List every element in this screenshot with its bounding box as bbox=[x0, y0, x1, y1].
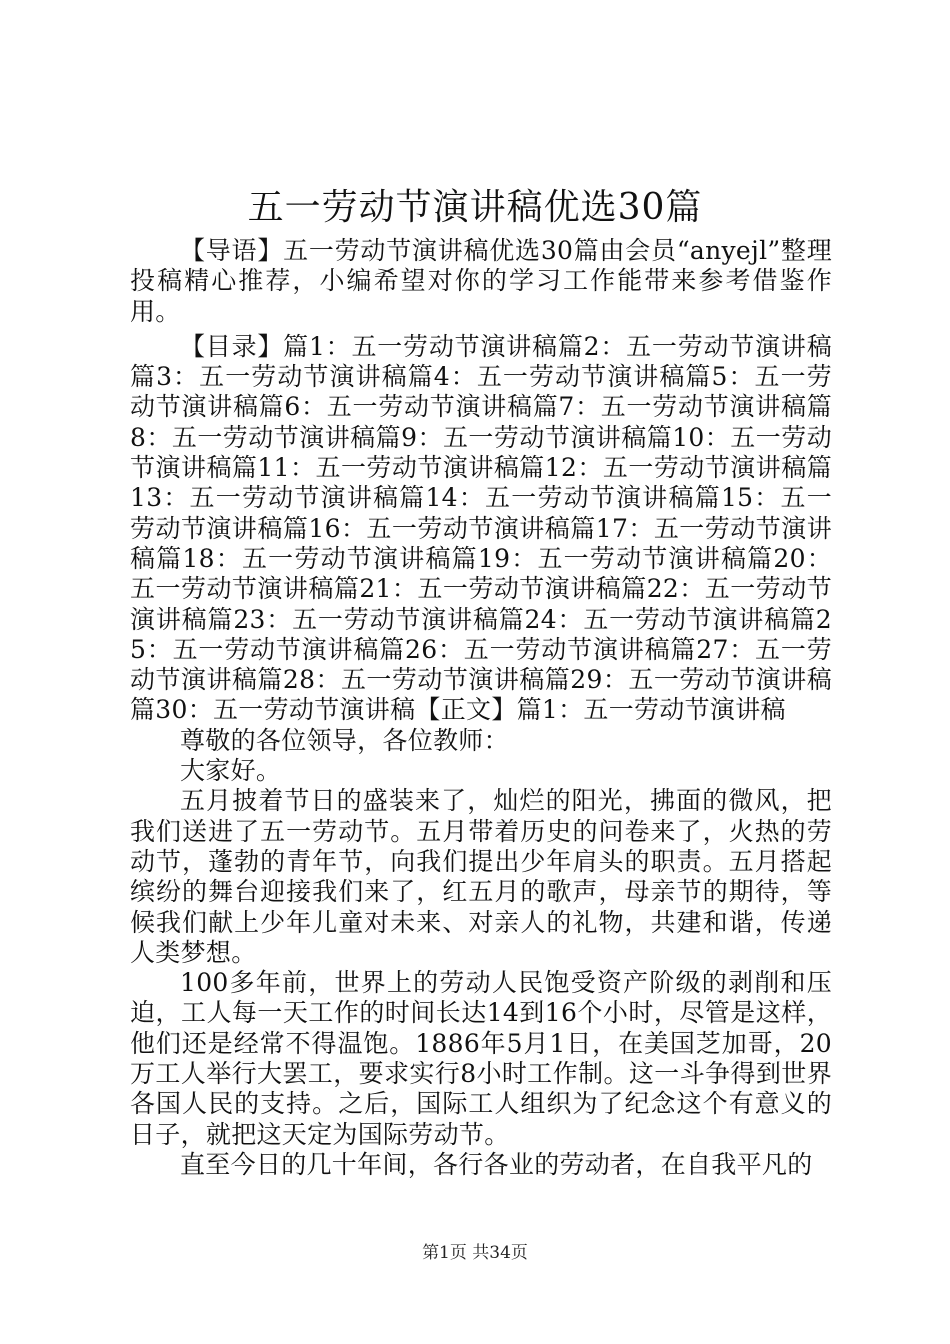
body-paragraph: 直至今日的几十年间，各行各业的劳动者，在自我平凡的 bbox=[180, 1149, 813, 1179]
page-number-footer: 第1页 共34页 bbox=[422, 1243, 528, 1263]
document-body bbox=[130, 236, 832, 1180]
greeting-paragraph: 大家好。 bbox=[180, 756, 282, 786]
table-of-contents-paragraph: 【目录】篇1：五一劳动节演讲稿篇2：五一劳动节演讲稿篇3：五一劳动节演讲稿篇4：五一劳动节演讲稿篇5：五一劳动节演讲稿篇6：五一劳动节演讲稿篇7：五一劳动节演讲稿篇8：五一劳动节演讲稿篇9：五一劳动节演讲稿篇10：五一劳动节演讲稿篇11：五一劳动节演讲稿篇12：五一劳动节演讲稿篇13：五一劳动节演讲稿篇14：五一劳动节演讲稿篇15：五一劳动节演讲稿篇16：五一劳动节演讲稿篇17：五一劳动节演讲稿篇18：五一劳动节演讲稿篇19：五一劳动节演讲稿篇20：五一劳动节演讲稿篇21：五一劳动节演讲稿篇22：五一劳动节演讲稿篇23：五一劳动节演讲稿篇24：五一劳动节演讲稿篇25：五一劳动节演讲稿篇26：五一劳动节演讲稿篇27：五一劳动节演讲稿篇28：五一劳动节演讲稿篇29：五一劳动节演讲稿篇30：五一劳动节演讲稿【正文】篇1：五一劳动节演讲稿 bbox=[130, 331, 832, 725]
intro-paragraph: 【导语】五一劳动节演讲稿优选30篇由会员“anyejl”整理投稿精心推荐，小编希望对你的学习工作能带来参考借鉴作用。 bbox=[130, 236, 832, 326]
document-title: 五一劳动节演讲稿优选30篇 bbox=[247, 187, 703, 228]
body-paragraph: 100多年前，世界上的劳动人民饱受资产阶级的剥削和压迫，工人每一天工作的时间长达14到16个小时，尽管是这样，他们还是经常不得温饱。1886年5月1日，在美国芝加哥，20万工人举行大罢工，要求实行8小时工作制。这一斗争得到世界各国人民的支持。之后，国际工人组织为了纪念这个有意义的日子，就把这天定为国际劳动节。 bbox=[130, 968, 832, 1149]
body-paragraph: 五月披着节日的盛装来了，灿烂的阳光，拂面的微风，把我们送进了五一劳动节。五月带着历史的问卷来了，火热的劳动节，蓬勃的青年节，向我们提出少年肩头的职责。五月搭起缤纷的舞台迎接我们来了，红五月的歌声，母亲节的期待，等候我们献上少年儿童对未来、对亲人的礼物，共建和谐，传递人类梦想。 bbox=[130, 786, 832, 967]
salutation-paragraph: 尊敬的各位领导，各位教师： bbox=[180, 725, 509, 755]
